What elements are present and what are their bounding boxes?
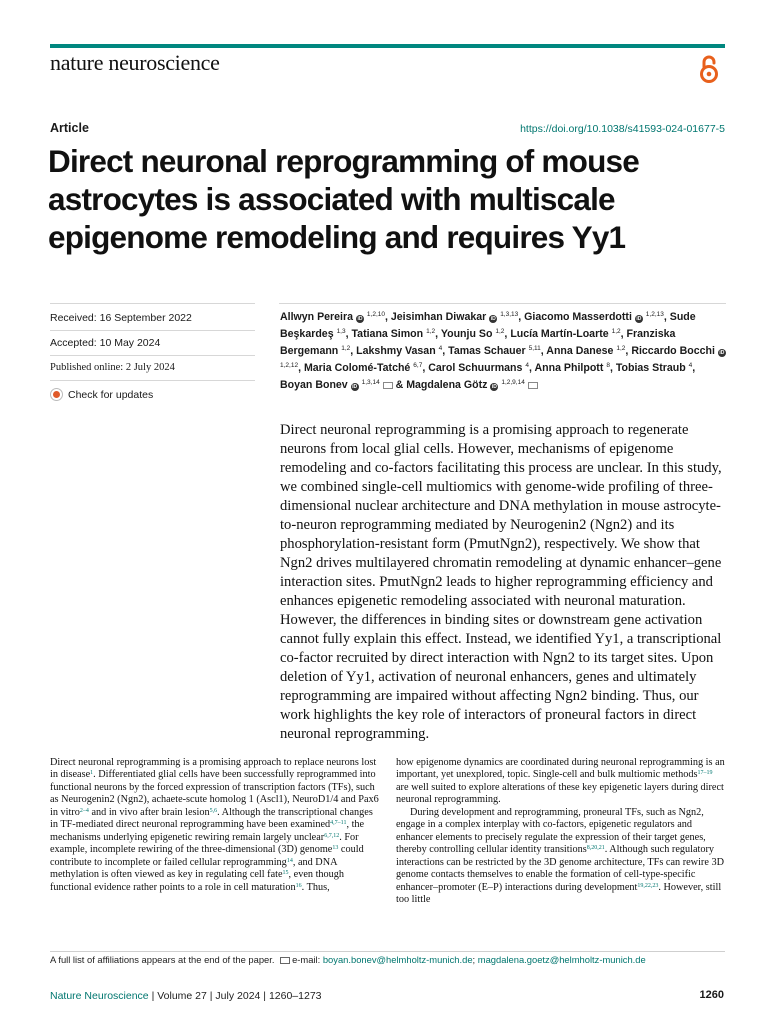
article-type-label: Article [50,121,89,135]
page-footer [50,990,322,1002]
body-column-left: Direct neuronal reprogramming is a promising approach to replace neurons lost in disease$^1$. Differentiated glial cells have been successfully reprogrammed into functional neurons by the forced expression of transcription factors (TFs), such as Neurogenin2 (Ngn2), achaete-scute homolog 1 (Ascl1), NeuroD1/4 and Pax6 in vitro$^{2-4}$ and in vivo after brain lesion$^{5,6}$. Although the transcriptional changes in TF-mediated direct neuronal reprogramming have been examined$^{4,7-11}$, the mechanisms underlying epigenetic rewiring remain largely unclear$^{6,7,12}$. For example, incomplete rewiring of the three-dimensional (3D) genome$^{13}$ could contribute to incomplete or failed cellular reprogramming$^{14}$, and DNA methylation is often viewed as key in regulating cell fate$^{15}$, even though functional evidence rather points to a role in cell maturation$^{16}$. Thus, [50,757,379,893]
affiliation-text: A full list of affiliations appears at the end of the paper. [50,954,275,965]
citation-ref[interactable]: 4,7–11 [330,820,347,827]
author-name: Younju So [440,328,493,340]
author-name: Franziska Bergemann [280,328,676,357]
author-name: Riccardo Bocchi [631,345,715,357]
author[interactable] [441,328,505,340]
email-label: e-mail: [292,954,321,965]
affiliation-number: 4 [688,362,693,369]
author[interactable] [616,362,692,374]
article-title: Direct neuronal reprogramming of mouse astrocytes is associated with multiscale epigenome remodeling and requires Yy1 [48,143,639,255]
citation-ref[interactable]: 5,6 [209,807,218,814]
divider [50,355,255,356]
affiliation-number: 1,2 [611,328,621,335]
affiliation-number: 6,7 [413,362,423,369]
footer-journal: Nature Neuroscience [50,990,149,1002]
separator: | [263,990,267,1002]
citation-ref[interactable]: 13 [332,845,339,852]
affiliation-number: 1,3 [336,328,346,335]
citation-ref[interactable]: 19,22,23 [637,882,659,889]
divider [50,380,255,381]
email-icon[interactable] [528,382,538,389]
divider [50,330,255,331]
footer-date: July 2024 [215,990,261,1002]
author[interactable] [448,345,541,357]
author-name: Maria Colomé-Tatché [303,362,411,374]
author[interactable] [280,379,393,391]
orcid-icon[interactable]: iD [490,316,496,322]
author-name: Carol Schuurmans [428,362,523,374]
email-link-bonev[interactable]: boyan.bonev@helmholtz-munich.de [322,954,473,965]
check-for-updates-button[interactable] [50,388,153,401]
journal-name: nature neuroscience [50,50,220,75]
header-accent-bar [50,44,725,48]
author[interactable] [546,345,625,357]
author[interactable] [396,379,538,391]
author[interactable] [280,311,385,323]
author[interactable] [428,362,529,374]
body-paragraph: During development and reprogramming, proneural TFs, such as Ngn2, engage in a complex interplay with co-factors, epigenetic regulators and enhancer elements to precisely regulate the expression of their target genes, thereby controlling cellular identity transitions$^{8,20,21}$. Although such regulatory interactions can be restricted by the 3D genome architecture, TFs can rewire 3D genome contacts themselves to enable the formation of cell-type-specific enhancer–promoter (E–P) interactions during development$^{19,22,23}$. However, still too little [396,806,724,905]
affiliation-number: 1,2 [495,328,505,335]
orcid-icon[interactable]: iD [357,316,363,322]
received-date: Received: 16 September 2022 [50,312,192,324]
orcid-icon[interactable]: iD [719,350,725,356]
footer-volume: Volume 27 [157,990,207,1002]
page-number: 1260 [699,989,724,1001]
author[interactable] [304,362,422,374]
email-link-goetz[interactable]: magdalena.goetz@helmholtz-munich.de [477,954,646,965]
separator: ; [472,954,476,965]
author[interactable] [356,345,442,357]
author-name: Anna Danese [546,345,614,357]
affiliation-number: 1,3,13 [500,311,519,318]
orcid-icon[interactable]: iD [352,384,358,390]
divider [50,951,725,952]
author-name: Lucía Martín-Loarte [510,328,609,340]
affiliation-number: 1,2,13 [645,311,664,318]
author[interactable] [535,362,610,374]
footer-pages: 1260–1273 [268,990,322,1002]
author[interactable] [391,311,518,323]
affiliation-note [50,954,646,965]
citation-ref[interactable]: 2–4 [79,807,89,814]
author[interactable] [510,328,620,340]
affiliation-number: 5,11 [528,345,541,352]
author-name: Allwyn Pereira [280,311,354,323]
author-name: Giacomo Masserdotti [524,311,632,323]
author-name: Boyan Bonev [280,379,348,391]
separator: | [151,990,155,1002]
affiliation-number: 1,2 [341,345,351,352]
author-name: & Magdalena Götz [395,379,488,391]
body-column-right [396,757,726,906]
abstract: Direct neuronal reprogramming is a promising approach to regenerate neurons from local glial cells. However, mechanisms of epigenome remodeling and co-factors facilitating this process are unclear. In this study, we combined single-cell multiomics with genome-wide profiling of three-dimensional nuclear architecture and DNA methylation in mouse astrocyte-to-neuron reprogramming mediated by Neurogenin2 (Ngn2) and its phosphorylation-resistant form (PmutNgn2), respectively. We show that Ngn2 drives multilayered chromatin remodeling at dynamic enhancer–gene interaction sites. PmutNgn2 leads to higher reprogramming efficiency and enhances epigenetic remodeling associated with neuronal maturation. However, the differences in binding sites or downstream gene activation cannot fully explain this effect. Instead, we identified Yy1, a transcriptional co-factor recruited by direct interaction with Ngn2 to its target sites. Upon deletion of Yy1, activation of neuronal enhancers, genes and ultimately reprogramming are impaired without affecting Ngn2 binding. Thus, our work highlights the key role of interactors of proneural factors in direct neuronal reprogramming. [280,422,722,742]
affiliation-number: 4 [438,345,443,352]
divider [50,303,255,304]
author-name: Lakshmy Vasan [356,345,436,357]
affiliation-number: 1,2 [426,328,436,335]
citation-ref[interactable]: 14 [286,857,293,864]
affiliation-number: 8 [606,362,610,369]
affiliation-number: 1,3,14 [361,379,380,386]
author[interactable] [524,311,664,323]
orcid-icon[interactable]: iD [636,316,642,322]
citation-ref[interactable]: 1 [90,770,94,777]
email-icon[interactable] [383,382,393,389]
author-name: Anna Philpott [534,362,604,374]
author[interactable] [352,328,436,340]
citation-ref[interactable]: 6,7,12 [324,832,340,839]
crossmark-icon [50,388,63,401]
doi-link[interactable]: https://doi.org/10.1038/s41593-024-01677-5 [520,123,725,135]
citation-ref[interactable]: 8,20,21 [586,845,605,852]
author-name: Jeisimhan Diwakar [390,311,487,323]
affiliation-number: 1,2,12 [280,362,299,369]
affiliation-number: 4 [525,362,529,369]
citation-ref[interactable]: 17–19 [697,770,713,777]
affiliation-number: 1,2,9,14 [501,379,525,386]
citation-ref[interactable]: 15 [282,870,289,877]
author-name: Sude Beşkardeş [280,311,696,340]
citation-ref[interactable]: 16 [295,882,302,889]
affiliation-number: 1,2,10 [366,311,385,318]
divider [279,303,726,304]
author-name: Tamas Schauer [448,345,526,357]
email-icon [280,957,290,964]
author-name: Tatiana Simon [351,328,424,340]
published-date: Published online: 2 July 2024 [50,362,175,373]
affiliation-number: 1,2 [616,345,626,352]
accepted-date: Accepted: 10 May 2024 [50,337,161,349]
orcid-icon[interactable]: iD [491,384,497,390]
author-list: Allwyn Pereira iD $^{1,2,10}$, Jeisimhan Diwakar iD $^{1,3,13}$, Giacomo Masserdotti iD $^{1,2,13}$, Sude Beşkardeş $^{1,3}$, Tatiana Simon $^{1,2}$, Younju So $^{1,2}$, Lucía Martín-Loarte $^{1,2}$, Franziska Bergemann $^{1,2}$, Lakshmy Vasan $^4$, Tamas Schauer $^{5,11}$, Anna Danese $^{1,2}$, Riccardo Bocchi iD $^{1,2,12}$, Maria Colomé-Tatché $^{6,7}$, Carol Schuurmans $^4$, Anna Philpott $^8$, Tobias Straub $^4$, Boyan Bonev iD $^{1,3,14}$ & Magdalena Götz iD $^{1,2,9,14}$ [280,311,725,391]
separator: | [209,990,213,1002]
check-for-updates-label: Check for updates [68,388,154,401]
body-paragraph: how epigenome dynamics are coordinated during neuronal reprogramming is an important, yet unexplored, topic. Single-cell and bulk multiomic methods$^{17-19}$ are well suited to explore alterations of these key epigenetic layers during direct neuronal reprogramming. [396,757,725,806]
author-name: Tobias Straub [615,362,686,374]
open-access-icon [698,54,720,84]
